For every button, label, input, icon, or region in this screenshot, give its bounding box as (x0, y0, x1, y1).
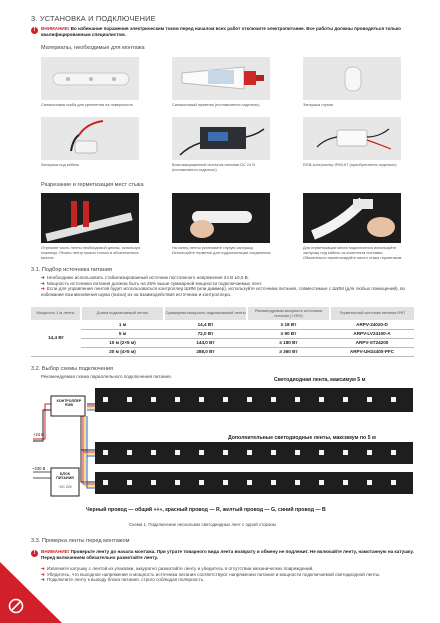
cell: 288,0 Вт (164, 347, 247, 356)
cell: 5 м (81, 329, 164, 338)
photo-cut-strip (41, 193, 139, 243)
caption-end-cap: Заглушка глухая (303, 102, 333, 107)
s33-bullet: ➔ Убедитесь, что выходное напряжение и мощность источника питания соответствуют напряжению питания и мощности подключаемой светодиодной ленты. (41, 571, 381, 577)
th-recommended: Рекомендуемая мощность источника питания (+25%) (247, 307, 330, 320)
cell: 14,4 Вт (164, 320, 247, 329)
figure-caption: Схема 1. Подключение нескольких светодиодных лент с одной стороны (129, 522, 276, 527)
table-row (31, 338, 414, 347)
cell-power-merged: 14,4 Вт (31, 320, 81, 356)
caption-power-supply: Влагозащищенный источник питания DC 24 В (поставляется отдельно) (172, 162, 255, 172)
cell: ≥ 90 Вт (247, 329, 330, 338)
s33-bullet: ➔ Подключите ленту к выходу блока питания, строго соблюдая полярность. (41, 577, 205, 583)
th-length: Длина подключаемой ленты (81, 307, 164, 320)
power-supply-table (31, 307, 414, 357)
cell: 20 м (4×5 м) (81, 347, 164, 356)
table-row (31, 347, 414, 356)
warning-icon: ! (31, 27, 38, 34)
th-power: Мощность 1 м ленты (31, 307, 81, 320)
warning-text: Во избежание поражения электрическим током перед началом всех работ отключите электропитание. Все работы должны проводиться только квалифицированным специалистом. (41, 26, 401, 37)
caption-cut: Отрежьте часть ленты необходимой длины, используя ножницы. Резать ленту можно только в обозначенных местах. (41, 245, 140, 260)
photo-end-cap-install (172, 193, 270, 243)
s31-title: 3.1. Подбор источника питания (31, 267, 112, 273)
caption-sealant: Силиконовый герметик (поставляется отдельно) (172, 102, 260, 107)
cell: ≥ 360 Вт (247, 347, 330, 356)
ac-label: ~230 В (32, 466, 46, 471)
cell: ARPV-UH24400-PFC (330, 347, 414, 356)
warning-label-2: ВНИМАНИЕ! (41, 549, 70, 554)
photo-end-cap (303, 57, 401, 100)
caption-end-cap-install: На конец ленты установите глухую заглушку. Используйте герметик для гидроизоляции соединения (172, 245, 271, 255)
photo-sealant (172, 57, 270, 100)
table-header-row (31, 307, 414, 320)
wires-caption: Черный провод — общий «+», красный провод — R, желтый провод — G, синий провод — B (86, 507, 326, 513)
caption-controller: RGB-контроллер IP65-67 (приобретается отдельно) (303, 162, 397, 167)
photo-silicone-bracket (41, 57, 139, 100)
cell: ≥ 180 Вт (247, 338, 330, 347)
strip-extra-label: Дополнительные светодиодные ленты, максимум по 5 м (228, 435, 376, 441)
warning-text-2: Проверьте ленту до начала монтажа. При утрате товарного вида лента возврату и обмену не подлежит. Не включайте ленту, намотанную на катушку. Перед включением обязательно размотайте ленту. (41, 549, 414, 560)
photo-power-supply (172, 117, 270, 160)
s33-bullet: ➔ Извлеките катушку с лентой из упаковки, аккуратно размотайте ленту и убедитесь в отсутствии механических повреждений. (41, 566, 314, 571)
table-row (31, 329, 414, 338)
brand-corner-logo (0, 562, 62, 623)
s32-subtitle: Рекомендуемая схема параллельного подключения питания. (41, 374, 172, 379)
wiring-diagram (31, 382, 417, 516)
warning-icon-2: ! (31, 550, 38, 557)
photo-controller (303, 117, 401, 160)
sealing-title: Разрезание и герметизация мест стыка (41, 182, 144, 188)
strip-main (95, 388, 413, 412)
cell: ARPV-LV24100-A (330, 329, 414, 338)
strip-extra-1 (95, 442, 413, 464)
warning-label: ВНИМАНИЕ! (41, 26, 70, 31)
photo-cable-cap-seal (303, 193, 401, 243)
th-total: Суммарная мощность подключаемой ленты (164, 307, 247, 320)
warning-block-2 (41, 549, 416, 560)
photo-cable-cap (41, 117, 139, 160)
table-row (31, 320, 414, 329)
s32-title: 3.2. Выбор схемы подключения (31, 366, 114, 372)
psu-sub: ~DC 24V (58, 485, 72, 489)
caption-cable-cap-seal: Для герметизации места подключения используйте заглушку под кабель из комплекта поставки. Обязательно герметизируйте место стыка герметиком (303, 245, 402, 260)
cell: ARPV-24020-D (330, 320, 414, 329)
s31-bullet: ➔ Необходимо использовать стабилизированный источник постоянного напряжения 24 В ±0,5 В. (41, 275, 250, 280)
s31-bullet: ➔ Мощность источника питания должна быть на 25% выше суммарной мощности подключаемых лент. (41, 280, 263, 286)
s31-bullet: ➔ Если для управления лентой будет использоваться контроллер ШИМ (или диммер), используйте источники питания, совместимые с ШИМ (для любых помещений), во избежание возникновения шума (писка) из-за взаимодействия источника и контроллера. (41, 286, 406, 297)
dc-label: +24 В (33, 432, 45, 437)
materials-title: Материалы, необходимые для монтажа (41, 45, 145, 51)
cell: 144,0 Вт (164, 338, 247, 347)
s33-title: 3.3. Проверка ленты перед монтажом (31, 538, 130, 544)
cell: 1 м (81, 320, 164, 329)
cell: ARPV-ST24200 (330, 338, 414, 347)
psu-label: БЛОК ПИТАНИЯ (56, 472, 74, 481)
s31-bullets (41, 275, 419, 297)
caption-cable-cap: Заглушка под кабель (41, 162, 80, 167)
cell: 10 м (2×5 м) (81, 338, 164, 347)
warning-block (41, 26, 416, 37)
section-title: 3. УСТАНОВКА И ПОДКЛЮЧЕНИЕ (31, 14, 156, 23)
controller-label: КОНТРОЛЛЕР RGB (56, 399, 82, 408)
strip-extra-2 (95, 472, 413, 494)
strip-main-label: Светодиодная лента, максимум 5 м (274, 377, 366, 383)
cell: ≥ 18 Вт (247, 320, 330, 329)
s33-bullets (41, 566, 411, 583)
cell: 72,0 Вт (164, 329, 247, 338)
caption-bracket: Силиконовая скоба для крепления на поверхность (41, 102, 134, 107)
th-model: Герметичный источник питания IP67 (330, 307, 414, 320)
